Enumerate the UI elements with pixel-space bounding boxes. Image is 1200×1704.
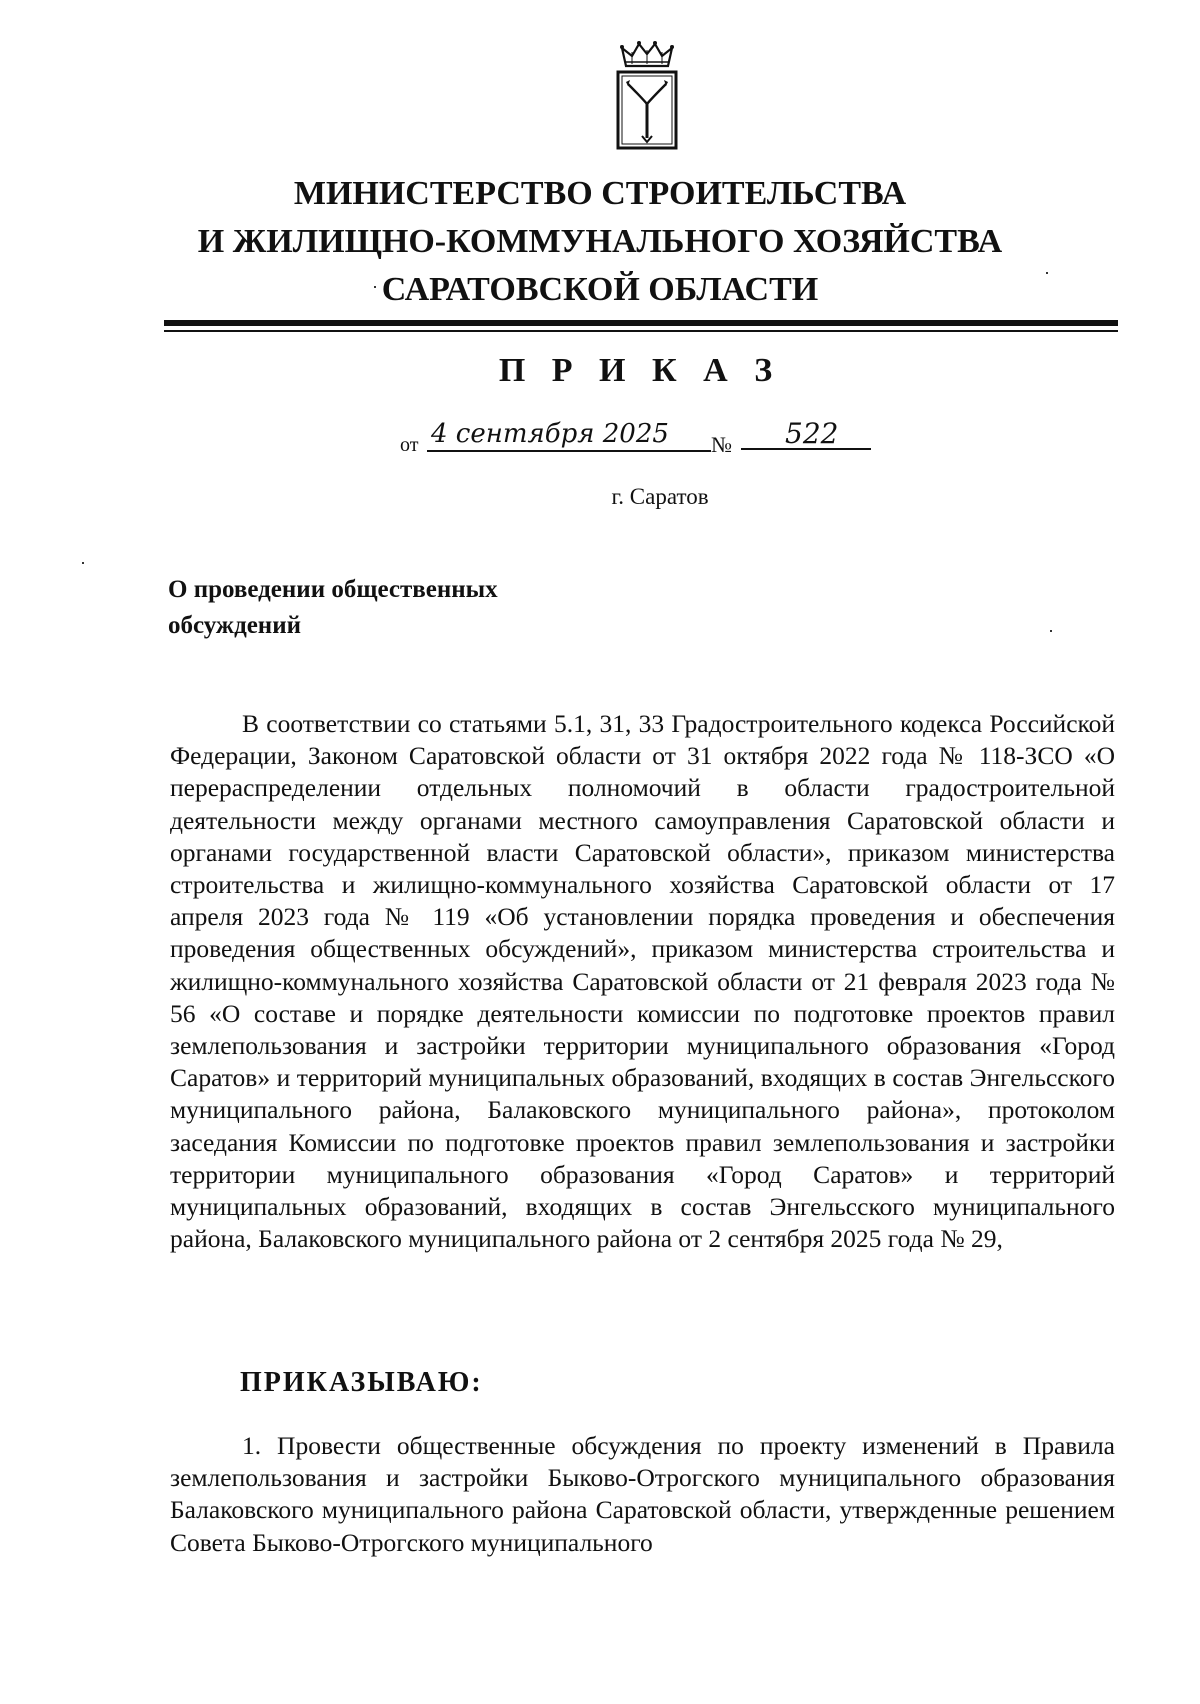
- scan-speck: [82, 562, 84, 564]
- header-divider-thin: [164, 330, 1118, 332]
- document-type-title: П Р И К А З: [498, 352, 782, 389]
- number-sign: №: [711, 432, 732, 457]
- preamble-paragraph: В соответствии со статьями 5.1, 31, 33 Градостроительного кодекса Российской Федерации, Законом Саратовской области от 31 октября 2022 года № 118-ЗСО «О перераспределении отдельных полномочий в области градостроительной деятельности между органами местного самоуправления Саратовской области и органами государственной власти Саратовской области», приказом министерства строительства и жилищно-коммунального хозяйства Саратовской области от 17 апреля 2023 года № 119 «Об установлении порядка проведения и обеспечения проведения общественных обсуждений», приказом министерства строительства и жилищно-коммунального хозяйства Саратовской области от 21 февраля 2023 года № 56 «О составе и порядке деятельности комиссии по подготовке проектов правил землепользования и застройки территории муниципального образования «Город Саратов» и территорий муниципальных образований, входящих в состав Энгельсского муниципального района, Балаковского муниципального района», протоколом заседания Комиссии по подготовке проектов правил землепользования и застройки территории муниципального образования «Город Саратов» и территорий муниципальных образований, входящих в состав Энгельсского муниципального района, Балаковского муниципального района от 2 сентября 2025 года № 29,: [170, 709, 1115, 1254]
- order-number-handwritten: 522: [741, 418, 871, 450]
- order-heading: ПРИКАЗЫВАЮ:: [240, 1367, 483, 1398]
- order-item-1: 1. Провести общественные обсуждения по проекту изменений в Правила землепользования и застройки Быково-Отрогского муниципального образования Балаковского муниципального района Саратовской области, утвержденные решением Совета Быково-Отрогского муниципального: [170, 1431, 1115, 1557]
- order-subject: [168, 572, 668, 644]
- order-date-handwritten: 4 сентября 2025: [427, 418, 711, 452]
- ministry-name-line-1: МИНИСТЕРСТВО СТРОИТЕЛЬСТВА: [293, 175, 907, 212]
- order-subject-line-1: О проведении общественных: [168, 576, 498, 603]
- scan-speck: [1050, 630, 1052, 632]
- order-subject-line-2: обсуждений: [168, 612, 302, 639]
- date-prefix: от: [400, 434, 419, 456]
- scan-speck: [374, 286, 376, 288]
- scan-speck: [1046, 272, 1048, 274]
- ministry-name-line-2: И ЖИЛИЩНО-КОММУНАЛЬНОГО ХОЗЯЙСТВА: [197, 223, 1003, 260]
- header-divider-thick: [164, 320, 1118, 326]
- city-name: г. Саратов: [611, 484, 709, 509]
- ministry-name-line-3: САРАТОВСКОЙ ОБЛАСТИ: [381, 271, 819, 308]
- order-date-number-line: [400, 412, 880, 462]
- saratov-coat-of-arms-icon: [612, 40, 682, 158]
